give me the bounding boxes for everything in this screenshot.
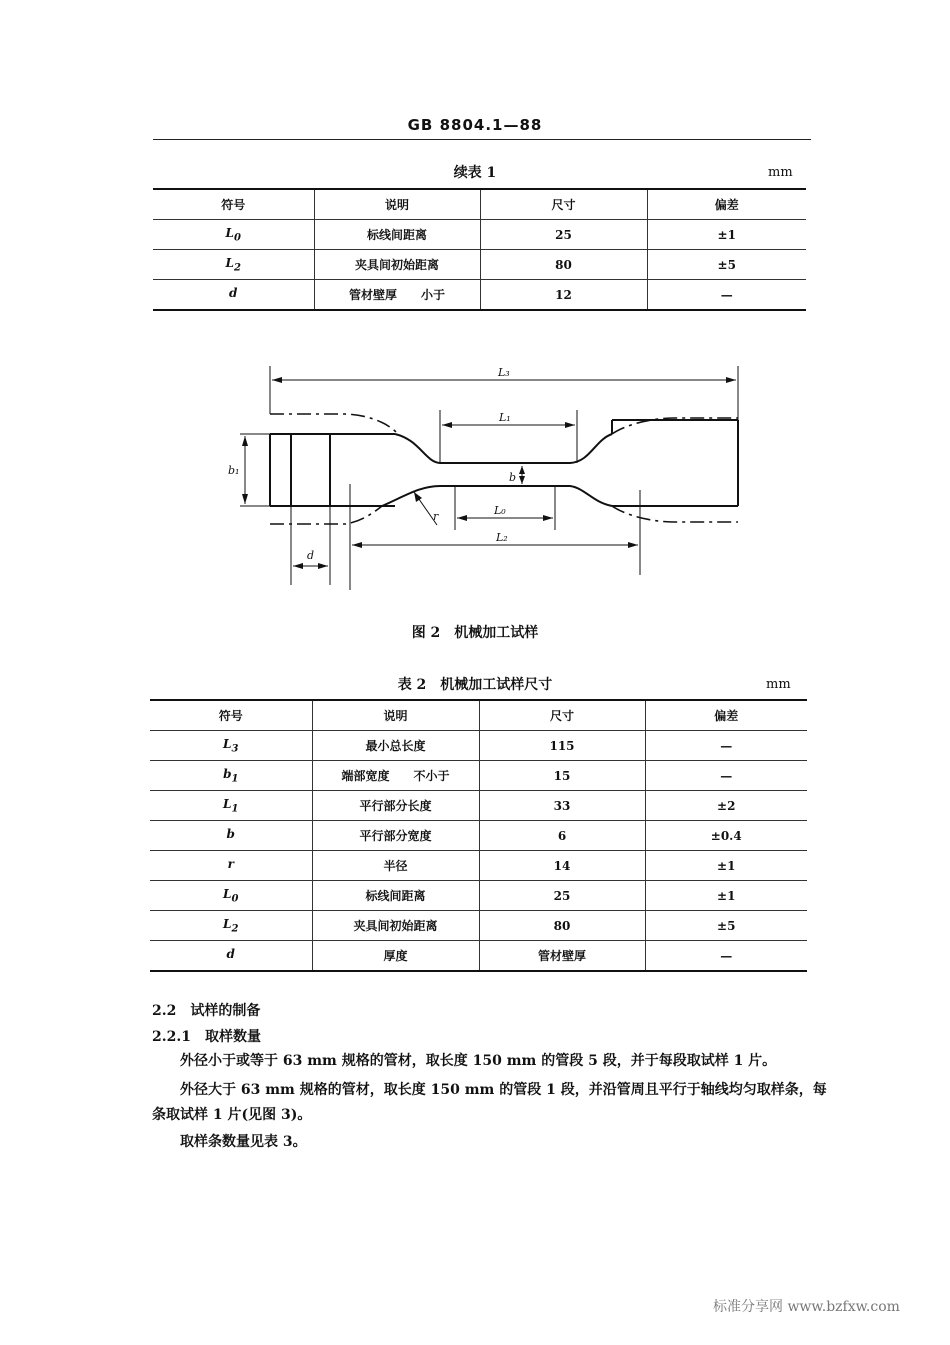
standard-number-header: GB 8804.1—88 <box>407 116 543 134</box>
table2-unit: mm <box>766 677 791 692</box>
label-L0: L₀ <box>494 504 506 517</box>
dev-cell: — <box>645 761 807 791</box>
dev-cell: — <box>647 280 806 311</box>
desc-cell: 标线间距离 <box>312 881 479 911</box>
desc-cell: 端部宽度 不小于 <box>312 761 479 791</box>
dev-cell: — <box>645 941 807 972</box>
label-L1: L₁ <box>499 411 511 424</box>
dev-cell: ±5 <box>647 250 806 280</box>
table1-col-dev: 偏差 <box>647 189 806 220</box>
dev-cell: ±1 <box>645 881 807 911</box>
table-row <box>150 941 807 972</box>
table-row <box>150 761 807 791</box>
dev-cell: — <box>645 731 807 761</box>
size-cell: 25 <box>479 881 645 911</box>
upper-profile <box>395 434 612 463</box>
symbol-sub: 3 <box>231 743 239 755</box>
size-cell: 6 <box>479 821 645 851</box>
label-L2: L₂ <box>496 531 508 544</box>
table1-col-symbol: 符号 <box>153 189 314 220</box>
symbol: d <box>226 946 235 961</box>
blank-outline-bottom-left <box>270 506 382 524</box>
table-row <box>150 731 807 761</box>
figure-caption: 图 2 机械加工试样 <box>411 625 539 641</box>
symbol-sub: 0 <box>233 232 241 244</box>
symbol-sub: 2 <box>231 923 239 935</box>
symbol: L <box>223 916 232 931</box>
dev-cell: ±2 <box>645 791 807 821</box>
dev-cell: ±1 <box>647 220 806 250</box>
size-cell: 115 <box>479 731 645 761</box>
size-cell: 80 <box>480 250 647 280</box>
paragraph-1: 外径小于或等于 63 mm 规格的管材，取长度 150 mm 的管段 5 段，并于每段取试样 1 片。 <box>180 1053 777 1069</box>
desc-cell: 平行部分长度 <box>312 791 479 821</box>
dev-cell: ±5 <box>645 911 807 941</box>
size-cell: 15 <box>479 761 645 791</box>
symbol: L <box>223 796 232 811</box>
table1-unit: mm <box>768 165 793 180</box>
subsection-heading: 2.2.1 取样数量 <box>152 1029 261 1045</box>
table1-caption: 续表 1 <box>453 165 497 181</box>
desc-cell: 厚度 <box>312 941 479 972</box>
dev-cell: ±1 <box>645 851 807 881</box>
table2-col-dev: 偏差 <box>645 700 807 731</box>
symbol: L <box>225 225 234 240</box>
paragraph-3: 取样条数量见表 3。 <box>180 1134 307 1150</box>
symbol-sub: 2 <box>233 262 241 274</box>
size-cell: 25 <box>480 220 647 250</box>
symbol: b <box>223 766 232 781</box>
paragraph-2-line-1: 外径大于 63 mm 规格的管材，取长度 150 mm 的管段 1 段，并沿管周且平行于轴线均匀取样条，每 <box>180 1082 827 1098</box>
table2-col-symbol: 符号 <box>150 700 312 731</box>
desc-cell: 标线间距离 <box>314 220 480 250</box>
table2-col-size: 尺寸 <box>479 700 645 731</box>
label-r: r <box>433 510 439 523</box>
table2-col-desc: 说明 <box>312 700 479 731</box>
symbol-sub: 0 <box>231 893 239 905</box>
desc-cell: 夹具间初始距离 <box>312 911 479 941</box>
label-d: d <box>307 549 315 562</box>
specimen-drawing <box>0 0 950 620</box>
table2-caption: 表 2 机械加工试样尺寸 <box>397 677 553 693</box>
size-cell: 管材壁厚 <box>479 941 645 972</box>
watermark-text: 标准分享网 www.bzfxw.com <box>713 1299 900 1315</box>
desc-cell: 半径 <box>312 851 479 881</box>
label-L3: L₃ <box>498 366 510 379</box>
symbol-sub: 1 <box>231 773 239 785</box>
table-row <box>150 821 807 851</box>
symbol: L <box>225 255 234 270</box>
desc-cell: 最小总长度 <box>312 731 479 761</box>
blank-outline-top-left <box>270 414 398 434</box>
desc-cell: 夹具间初始距离 <box>314 250 480 280</box>
table1-col-desc: 说明 <box>314 189 480 220</box>
table2-header-row <box>150 700 807 731</box>
table2 <box>150 699 807 972</box>
label-b: b <box>509 471 517 484</box>
size-cell: 12 <box>480 280 647 311</box>
symbol: L <box>223 886 232 901</box>
size-cell: 80 <box>479 911 645 941</box>
symbol: r <box>227 856 234 871</box>
symbol: b <box>226 826 235 841</box>
table1-col-size: 尺寸 <box>480 189 647 220</box>
size-cell: 33 <box>479 791 645 821</box>
label-b1: b₁ <box>228 464 240 477</box>
paragraph-2-line-2: 条取试样 1 片(见图 3)。 <box>152 1107 312 1123</box>
section-heading: 2.2 试样的制备 <box>152 1003 261 1019</box>
table-row <box>150 881 807 911</box>
symbol: L <box>223 736 232 751</box>
table-row <box>150 911 807 941</box>
table-row <box>150 791 807 821</box>
size-cell: 14 <box>479 851 645 881</box>
dev-cell: ±0.4 <box>645 821 807 851</box>
table-row <box>150 851 807 881</box>
symbol-sub: 1 <box>231 803 239 815</box>
symbol: d <box>229 285 238 300</box>
desc-cell: 管材壁厚 小于 <box>314 280 480 311</box>
blank-outline-bottom-right <box>612 506 738 522</box>
desc-cell: 平行部分宽度 <box>312 821 479 851</box>
